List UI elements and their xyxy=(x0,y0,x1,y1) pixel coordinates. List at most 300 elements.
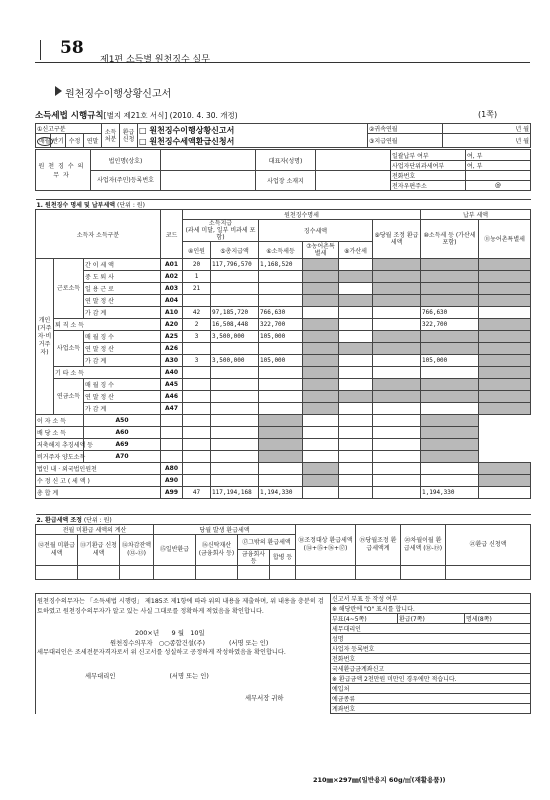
col12-value[interactable] xyxy=(36,566,78,580)
row-tax[interactable] xyxy=(259,403,303,415)
row-code: A26 xyxy=(161,343,183,355)
row-due[interactable] xyxy=(421,295,479,307)
table-row xyxy=(36,259,531,271)
lump-sum-value[interactable]: 여, 부 xyxy=(466,150,531,161)
refund-bank-label[interactable]: 예입처 xyxy=(331,684,531,694)
declaration-text-1: 원천징수의무자는 「소득세법 시행령」 제185조 제1항에 따라 위의 내용을 제출하며, 위 내용을 충분히 검토하였고 원천징수의무자가 알고 있는 사실 그대로를 정확하게 적었음을 확인합니다. xyxy=(37,598,324,615)
form-page-indicator: (1쪽) xyxy=(478,110,498,119)
row-persons[interactable] xyxy=(161,451,183,463)
row-refund[interactable] xyxy=(373,403,421,415)
row-persons[interactable]: 2 xyxy=(183,319,211,331)
row-refund[interactable] xyxy=(373,271,421,283)
col16-header: ⑯신탁재산 (금융회사 등) xyxy=(196,535,238,566)
row-persons[interactable] xyxy=(183,391,211,403)
row-persons[interactable] xyxy=(183,367,211,379)
attach-item-detail[interactable]: 명세(8쪽) xyxy=(465,614,531,624)
col19-value[interactable] xyxy=(356,566,401,580)
row-penalty[interactable] xyxy=(339,307,373,319)
attribution-month-label: ②귀속연월 xyxy=(368,124,443,134)
row-name: 연 말 정 산 xyxy=(84,295,161,307)
row-penalty[interactable] xyxy=(339,343,373,355)
row-due[interactable] xyxy=(373,451,421,463)
row-due[interactable] xyxy=(421,403,479,415)
row-name: 매 월 징 수 xyxy=(84,331,161,343)
row-name: 비거주자 양도소득 xyxy=(36,451,84,463)
row-penalty[interactable] xyxy=(339,379,373,391)
row-total[interactable]: 3,500,000 xyxy=(211,331,259,343)
row-tax[interactable] xyxy=(259,343,303,355)
table-row xyxy=(36,379,531,391)
row-refund[interactable] xyxy=(373,379,421,391)
row-rural[interactable] xyxy=(303,307,339,319)
row-rural-due[interactable] xyxy=(479,367,531,379)
row-penalty[interactable] xyxy=(303,439,339,451)
row-rural-due[interactable] xyxy=(479,283,531,295)
row-due[interactable] xyxy=(421,259,479,271)
corp-name-value[interactable] xyxy=(161,150,256,171)
row-tax[interactable] xyxy=(259,379,303,391)
table-row xyxy=(36,427,531,439)
row-due[interactable] xyxy=(373,439,421,451)
income-tax-header: ⑥소득세등 xyxy=(259,242,303,259)
row-due[interactable] xyxy=(373,415,421,427)
row-tax[interactable] xyxy=(259,367,303,379)
row-total[interactable] xyxy=(211,391,259,403)
table-row xyxy=(36,331,531,343)
row-rural[interactable] xyxy=(303,403,339,415)
row-due[interactable] xyxy=(373,427,421,439)
representative-value[interactable] xyxy=(316,150,391,171)
obligor-table xyxy=(35,149,531,191)
refund-type-label[interactable]: 예금종류 xyxy=(331,694,531,704)
row-tax[interactable] xyxy=(211,439,259,451)
row-name: 간 이 세 액 xyxy=(84,259,161,271)
title-refund-application: □ 원천징수세액환급신청서 xyxy=(139,136,235,146)
row-total[interactable] xyxy=(211,367,259,379)
row-penalty[interactable] xyxy=(339,475,373,487)
row-due[interactable]: 766,630 xyxy=(421,307,479,319)
row-name: 이 자 소 득 xyxy=(36,415,84,427)
row-rural[interactable] xyxy=(303,283,339,295)
row-penalty[interactable] xyxy=(303,451,339,463)
unit-tax-value[interactable]: 여, 부 xyxy=(466,161,531,171)
row-penalty[interactable] xyxy=(339,463,373,475)
table-row xyxy=(36,439,531,451)
phone-label: 전화번호 xyxy=(391,171,466,181)
row-rural[interactable] xyxy=(303,295,339,307)
penalty-header: ⑧가산세 xyxy=(339,242,373,259)
row-code: A69 xyxy=(84,439,161,451)
row-rural[interactable] xyxy=(303,271,339,283)
row-due[interactable] xyxy=(421,271,479,283)
row-rural-due[interactable] xyxy=(479,487,531,499)
row-name: 가 감 계 xyxy=(84,355,161,367)
refund-account-title: 국세환급금계좌신고 xyxy=(331,664,531,674)
row-code: A50 xyxy=(84,415,161,427)
col19-header: ⑲당월조정 환급세액계 xyxy=(356,525,401,566)
row-persons[interactable]: 3 xyxy=(183,331,211,343)
row-rural[interactable] xyxy=(259,451,303,463)
report-type-half[interactable]: 반기 xyxy=(51,134,66,148)
row-code: A47 xyxy=(161,403,183,415)
row-code: A02 xyxy=(161,271,183,283)
row-rural[interactable] xyxy=(303,319,339,331)
row-rural[interactable] xyxy=(303,487,339,499)
row-code: A40 xyxy=(161,367,183,379)
income-type-header: 소득자 소득구분 xyxy=(36,210,161,259)
row-rural-due[interactable] xyxy=(421,439,479,451)
row-total[interactable] xyxy=(211,283,259,295)
code-header: 코드 xyxy=(161,210,183,259)
row-name: 기 타 소 득 xyxy=(54,367,161,379)
income-payment-header: 소득지급 (과세 미달, 일부 비과세 포함) xyxy=(183,220,259,242)
row-rural[interactable] xyxy=(303,475,339,487)
row-persons[interactable]: 21 xyxy=(183,283,211,295)
col17a-header: 금융회사 등 xyxy=(238,550,270,566)
row-due[interactable] xyxy=(421,463,479,475)
row-rural-due[interactable] xyxy=(479,259,531,271)
col20-value[interactable] xyxy=(401,566,446,580)
row-tax[interactable] xyxy=(259,475,303,487)
section1-table xyxy=(35,199,531,499)
row-name: 법인 내 · 외국법인원천 xyxy=(36,463,161,475)
row-rural-due[interactable] xyxy=(479,379,531,391)
row-total[interactable]: 97,185,720 xyxy=(211,307,259,319)
row-persons[interactable] xyxy=(161,415,183,427)
col17a-value[interactable] xyxy=(238,566,270,580)
table-row xyxy=(36,319,531,331)
current-refund-header: 당월 발생 환급세액 xyxy=(154,525,296,535)
refund-account-label[interactable]: 계좌번호 xyxy=(331,704,531,714)
row-due[interactable] xyxy=(421,475,479,487)
row-refund[interactable] xyxy=(373,343,421,355)
col13-header: ⑬기환급 신청세액 xyxy=(78,535,120,566)
row-rural-due[interactable] xyxy=(479,271,531,283)
biz-addr-label: 사업장 소재지 xyxy=(256,171,316,191)
row-rural[interactable] xyxy=(259,439,303,451)
row-total[interactable] xyxy=(211,379,259,391)
section2-title: 2. 환급세액 조정 (단위 : 원) xyxy=(36,515,531,525)
row-rural[interactable] xyxy=(259,415,303,427)
section-arrow-icon xyxy=(55,86,62,96)
rural-tax-header: ⑦농어촌특별세 xyxy=(303,242,339,259)
row-tax[interactable]: 1,168,520 xyxy=(259,259,303,271)
row-refund[interactable] xyxy=(373,355,421,367)
row-persons[interactable] xyxy=(183,379,211,391)
row-due[interactable] xyxy=(421,367,479,379)
table-row xyxy=(36,415,531,427)
row-penalty[interactable] xyxy=(339,391,373,403)
row-total[interactable] xyxy=(211,295,259,307)
row-name: 중 도 퇴 사 xyxy=(84,271,161,283)
row-penalty[interactable] xyxy=(339,487,373,499)
attach-item-refund[interactable]: 환급(7쪽) xyxy=(398,614,465,624)
row-persons[interactable]: 3 xyxy=(183,355,211,367)
attach-title: 신고서 부표 등 작성 여부 xyxy=(331,594,531,604)
row-persons[interactable] xyxy=(183,463,211,475)
right-info-table xyxy=(330,593,531,714)
row-rural-due[interactable] xyxy=(479,307,531,319)
attach-note: ※ 해당란에 "O" 표시를 합니다. xyxy=(331,604,531,614)
biz-no-value[interactable] xyxy=(161,171,256,191)
section2-table xyxy=(35,514,531,580)
row-name: 저축해지 추징세액 등 xyxy=(36,439,84,451)
persons-header: ④인원 xyxy=(183,242,211,259)
row-due[interactable]: 1,194,330 xyxy=(421,487,479,499)
row-code: A99 xyxy=(161,487,183,499)
row-penalty[interactable] xyxy=(339,367,373,379)
row-persons[interactable] xyxy=(161,439,183,451)
row-penalty[interactable] xyxy=(303,415,339,427)
col21-header: ㉑환급 신청액 xyxy=(446,525,531,566)
row-rural[interactable] xyxy=(303,367,339,379)
row-refund[interactable] xyxy=(339,415,373,427)
row-tax[interactable]: 105,000 xyxy=(259,355,303,367)
row-tax[interactable]: 322,700 xyxy=(259,319,303,331)
withholding-detail-header: 원천징수명세 xyxy=(183,210,421,220)
row-total[interactable]: 117,796,570 xyxy=(211,259,259,271)
row-total[interactable]: 117,194,168 xyxy=(211,487,259,499)
row-persons[interactable] xyxy=(161,427,183,439)
table-row xyxy=(36,367,531,379)
row-code: A10 xyxy=(161,307,183,319)
table-row xyxy=(36,403,531,415)
row-total[interactable] xyxy=(183,439,211,451)
row-penalty[interactable] xyxy=(339,283,373,295)
row-rural-due[interactable] xyxy=(421,427,479,439)
row-tax[interactable] xyxy=(211,427,259,439)
row-name: 퇴 직 소 득 xyxy=(54,319,161,331)
row-refund[interactable] xyxy=(339,451,373,463)
row-refund[interactable] xyxy=(373,367,421,379)
report-type-monthly[interactable]: 매월 xyxy=(36,134,51,148)
row-refund[interactable] xyxy=(373,487,421,499)
row-tax[interactable] xyxy=(259,283,303,295)
table-row xyxy=(36,487,531,499)
row-penalty[interactable] xyxy=(339,403,373,415)
title-withholding-report: □ 원천징수이행상황신고서 xyxy=(139,125,235,135)
row-tax[interactable]: 105,000 xyxy=(259,331,303,343)
row-name: 수 정 신 고 ( 세 액 ) xyxy=(36,475,161,487)
biz-addr-value[interactable] xyxy=(316,171,391,191)
row-refund[interactable] xyxy=(373,319,421,331)
row-total[interactable]: 3,500,000 xyxy=(211,355,259,367)
representative-label: 대표자(성명) xyxy=(256,150,316,171)
row-persons[interactable]: 1 xyxy=(183,271,211,283)
row-penalty[interactable] xyxy=(339,271,373,283)
row-rural-due[interactable] xyxy=(479,403,531,415)
table-row xyxy=(36,451,531,463)
row-rural-due[interactable] xyxy=(421,451,479,463)
row-tax[interactable] xyxy=(259,391,303,403)
agent-title: 세무대리인 xyxy=(331,624,531,634)
header-rule-vertical xyxy=(40,40,41,60)
report-type-label: ①신고구분 xyxy=(36,124,102,134)
row-total[interactable] xyxy=(183,451,211,463)
row-tax[interactable] xyxy=(211,451,259,463)
row-penalty[interactable] xyxy=(339,295,373,307)
obligor-label: 원천징수의무자 xyxy=(36,150,91,191)
row-refund[interactable] xyxy=(373,295,421,307)
row-total[interactable] xyxy=(211,271,259,283)
attribution-month-value[interactable]: 년 월 xyxy=(443,124,531,134)
row-rural-due[interactable] xyxy=(421,415,479,427)
row-total[interactable] xyxy=(211,403,259,415)
row-rural[interactable] xyxy=(259,427,303,439)
email-label: 전자우편주소 xyxy=(391,181,466,191)
row-rural[interactable] xyxy=(303,343,339,355)
row-rural[interactable] xyxy=(303,379,339,391)
row-refund[interactable] xyxy=(373,463,421,475)
col18-header: ⑱조정대상 환급세액 (⑭+⑮+⑯+⑰) xyxy=(296,525,356,566)
rural-due-header: ⑪농어촌특별세 xyxy=(479,220,531,259)
col15-value[interactable] xyxy=(154,566,196,580)
col18-value[interactable] xyxy=(296,566,356,580)
row-refund[interactable] xyxy=(373,331,421,343)
table-row xyxy=(36,355,531,367)
row-code: A25 xyxy=(161,331,183,343)
row-rural-due[interactable] xyxy=(479,475,531,487)
report-type-amend[interactable]: 수정 xyxy=(66,134,84,148)
row-name: 가 감 계 xyxy=(84,307,161,319)
col17-header: ⑰그밖의 환급세액 xyxy=(238,535,296,550)
biz-no-label: 사업자(주민)등록번호 xyxy=(91,171,161,191)
row-penalty[interactable] xyxy=(339,259,373,271)
row-total[interactable] xyxy=(211,475,259,487)
row-code: A04 xyxy=(161,295,183,307)
refund-adjust-header: ⑨당월 조정 환급세액 xyxy=(373,220,421,259)
row-refund[interactable] xyxy=(373,259,421,271)
form-titles xyxy=(138,124,368,148)
row-name: 총 합 계 xyxy=(36,487,161,499)
col13-value[interactable] xyxy=(78,566,120,580)
col14-header: ⑭차감잔액 (⑫-⑬) xyxy=(120,535,154,566)
row-total[interactable] xyxy=(183,427,211,439)
row-rural-due[interactable] xyxy=(479,343,531,355)
row-rural-due[interactable] xyxy=(479,295,531,307)
row-rural-due[interactable] xyxy=(479,355,531,367)
row-code: A01 xyxy=(161,259,183,271)
report-type-refund[interactable]: 환급신청 xyxy=(120,124,138,148)
row-name: 일 용 근 로 xyxy=(84,283,161,295)
row-refund[interactable] xyxy=(339,427,373,439)
row-rural[interactable] xyxy=(303,391,339,403)
col16-value[interactable] xyxy=(196,566,238,580)
row-due[interactable] xyxy=(421,343,479,355)
prev-unrefunded-header: 전월 미환급 세액의 계산 xyxy=(36,525,154,535)
row-due[interactable] xyxy=(421,331,479,343)
row-refund[interactable] xyxy=(373,475,421,487)
report-type-disposition[interactable]: 소득처분 xyxy=(102,124,120,148)
row-name: 연 말 정 산 xyxy=(84,391,161,403)
row-due[interactable] xyxy=(421,283,479,295)
email-value[interactable]: @ xyxy=(466,181,531,191)
row-penalty[interactable] xyxy=(339,319,373,331)
row-rural[interactable] xyxy=(303,331,339,343)
agent-phone-label[interactable]: 전화번호 xyxy=(331,654,531,664)
row-tax[interactable]: 766,630 xyxy=(259,307,303,319)
row-refund[interactable] xyxy=(373,307,421,319)
row-name: 매 월 징 수 xyxy=(84,379,161,391)
row-due[interactable]: 322,700 xyxy=(421,319,479,331)
row-persons[interactable]: 20 xyxy=(183,259,211,271)
row-tax[interactable] xyxy=(211,415,259,427)
resident-group-label: 개인(거주자·비거주자) xyxy=(36,259,54,415)
section1-title: 1. 원천징수 명세 및 납부세액 (단위 : 원) xyxy=(36,200,531,210)
row-total[interactable] xyxy=(211,463,259,475)
row-name: 연 말 정 산 xyxy=(84,343,161,355)
row-name: 배 당 소 득 xyxy=(36,427,84,439)
row-total[interactable] xyxy=(211,343,259,355)
agent-bizno-label[interactable]: 사업자 등록번호 xyxy=(331,644,531,654)
row-penalty[interactable] xyxy=(303,427,339,439)
row-code: A80 xyxy=(161,463,183,475)
chapter-title: 제1편 소득별 원천징수 실무 xyxy=(100,55,210,65)
row-rural-due[interactable] xyxy=(479,391,531,403)
row-penalty[interactable] xyxy=(339,331,373,343)
phone-value[interactable] xyxy=(466,171,531,181)
row-persons[interactable] xyxy=(183,475,211,487)
payment-month-label: ③지급연월 xyxy=(368,134,443,148)
row-code: A70 xyxy=(84,451,161,463)
col14-value[interactable] xyxy=(120,566,154,580)
row-due[interactable]: 105,000 xyxy=(421,355,479,367)
row-persons[interactable] xyxy=(183,295,211,307)
row-tax[interactable] xyxy=(259,295,303,307)
payment-month-value[interactable]: 년 월 xyxy=(443,134,531,148)
report-type-yearend[interactable]: 연말 xyxy=(84,134,102,148)
row-rural[interactable] xyxy=(303,463,339,475)
col21-value[interactable] xyxy=(446,566,531,580)
table-row xyxy=(36,475,531,487)
row-rural[interactable] xyxy=(303,355,339,367)
row-refund[interactable] xyxy=(373,391,421,403)
table-row xyxy=(36,391,531,403)
row-tax[interactable] xyxy=(259,463,303,475)
pension-group-label: 연금소득 xyxy=(54,379,84,415)
table-row xyxy=(36,271,531,283)
row-persons[interactable]: 47 xyxy=(183,487,211,499)
refund-account-note: ※ 환급금액 2천만원 미만인 경우에만 적습니다. xyxy=(331,674,531,684)
lump-sum-label: 일괄납부 여부 xyxy=(391,150,466,161)
row-rural[interactable] xyxy=(303,259,339,271)
payment-amount-header: 납부 세액 xyxy=(421,210,531,220)
row-total[interactable]: 16,508,448 xyxy=(211,319,259,331)
row-refund[interactable] xyxy=(373,283,421,295)
agent-name-label[interactable]: 성명 xyxy=(331,634,531,644)
declaration-text-2: 세무대리인은 조세전문자격자로서 위 신고서를 성실하고 공정하게 작성하였음을 확인합니다. xyxy=(37,649,286,656)
row-tax[interactable] xyxy=(259,271,303,283)
row-penalty[interactable] xyxy=(339,355,373,367)
row-tax[interactable]: 1,194,330 xyxy=(259,487,303,499)
row-refund[interactable] xyxy=(339,439,373,451)
row-due[interactable] xyxy=(421,379,479,391)
row-due[interactable] xyxy=(421,391,479,403)
row-rural-due[interactable] xyxy=(479,319,531,331)
declaration-agent: 세무대리인 (서명 또는 인) xyxy=(85,673,209,680)
row-rural-due[interactable] xyxy=(479,463,531,475)
row-total[interactable] xyxy=(183,415,211,427)
row-persons[interactable] xyxy=(183,343,211,355)
col17b-value[interactable] xyxy=(270,566,296,580)
attach-item-appendix[interactable]: 부표(4~5쪽) xyxy=(331,614,398,624)
declaration-obligor: 원천징수의무자 ○○종합건설(주) (서명 또는 인) xyxy=(110,640,269,647)
row-rural-due[interactable] xyxy=(479,331,531,343)
row-code: A45 xyxy=(161,379,183,391)
section-title: 원천징수이행상황신고서 xyxy=(65,89,172,100)
row-persons[interactable] xyxy=(183,403,211,415)
row-persons[interactable]: 42 xyxy=(183,307,211,319)
